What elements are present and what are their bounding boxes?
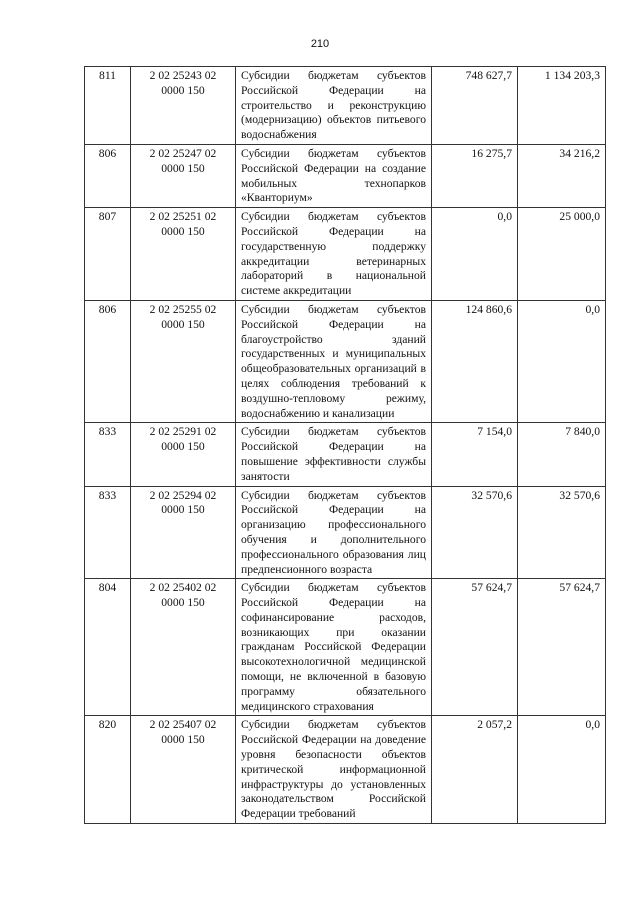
admin-code: 833 [85,423,131,486]
kbk-line-2: 0000 150 [161,440,205,454]
kbk-code [131,579,236,716]
kbk-code [131,208,236,301]
description: Субсидии бюджетам субъектов Российской Федерации на строительство и реконструкцию (модернизацию) объектов питьевого водоснабжения [236,67,432,145]
kbk-code [131,300,236,422]
kbk-line-1: 2 02 25255 02 [149,302,217,316]
kbk-line-2: 0000 150 [161,596,205,610]
amount-2: 1 134 203,3 [518,67,606,145]
amount-1: 2 057,2 [432,716,518,824]
budget-table-body [85,67,606,824]
amount-1: 124 860,6 [432,300,518,422]
kbk-line-1: 2 02 25243 02 [149,69,217,82]
table-row [85,67,606,145]
amount-1: 7 154,0 [432,423,518,486]
kbk-line-2: 0000 150 [161,83,205,97]
description: Субсидии бюджетам субъектов Российской Федерации на доведение уровня безопасности объектов критической информационной инфраструктуры до установленных законодательством Российской Федерации требований [236,716,432,824]
table-row [85,144,606,207]
amount-1: 57 624,7 [432,579,518,716]
kbk-line-1: 2 02 25407 02 [149,718,217,732]
kbk-line-1: 2 02 25294 02 [149,488,217,502]
table-row [85,208,606,301]
amount-1: 32 570,6 [432,486,518,579]
kbk-code [131,716,236,824]
kbk-line-2: 0000 150 [161,503,205,517]
admin-code: 804 [85,579,131,716]
kbk-line-1: 2 02 25251 02 [149,210,217,224]
admin-code: 811 [85,67,131,145]
kbk-code [131,144,236,207]
table-row [85,579,606,716]
admin-code: 806 [85,144,131,207]
description: Субсидии бюджетам субъектов Российской Федерации на создание мобильных технопарков «Кванториум» [236,144,432,207]
kbk-line-2: 0000 150 [161,733,205,747]
amount-1: 0,0 [432,208,518,301]
amount-1: 748 627,7 [432,67,518,145]
kbk-line-1: 2 02 25291 02 [149,425,217,439]
admin-code: 833 [85,486,131,579]
kbk-code [131,423,236,486]
table-row [85,423,606,486]
kbk-code [131,486,236,579]
kbk-line-2: 0000 150 [161,161,205,175]
kbk-line-2: 0000 150 [161,224,205,238]
description: Субсидии бюджетам субъектов Российской Федерации на повышение эффективности службы занятости [236,423,432,486]
kbk-code [131,67,236,145]
table-row [85,486,606,579]
amount-1: 16 275,7 [432,144,518,207]
description: Субсидии бюджетам субъектов Российской Федерации на софинансирование расходов, возникающих при оказании гражданам Российской Федерации высокотехнологичной медицинской помощи, не включенной в базовую программу обязательного медицинского страхования [236,579,432,716]
kbk-line-2: 0000 150 [161,317,205,331]
amount-2: 0,0 [518,300,606,422]
admin-code: 806 [85,300,131,422]
amount-2: 25 000,0 [518,208,606,301]
description: Субсидии бюджетам субъектов Российской Федерации на государственную поддержку аккредитации ветеринарных лабораторий в национальной системе аккредитации [236,208,432,301]
kbk-line-1: 2 02 25402 02 [149,581,217,595]
amount-2: 34 216,2 [518,144,606,207]
amount-2: 32 570,6 [518,486,606,579]
admin-code: 820 [85,716,131,824]
amount-2: 0,0 [518,716,606,824]
amount-2: 7 840,0 [518,423,606,486]
budget-table [84,66,606,824]
description: Субсидии бюджетам субъектов Российской Федерации на организацию профессионального обучения и дополнительного профессионального образования лиц предпенсионного возраста [236,486,432,579]
kbk-line-1: 2 02 25247 02 [149,146,217,160]
page-number: 210 [310,38,330,50]
table-row [85,300,606,422]
amount-2: 57 624,7 [518,579,606,716]
admin-code: 807 [85,208,131,301]
description: Субсидии бюджетам субъектов Российской Федерации на благоустройство зданий государственных и муниципальных общеобразовательных организаций в целях соблюдения требований к воздушно-тепловому режиму, водоснабжению и канализации [236,300,432,422]
table-row [85,716,606,824]
